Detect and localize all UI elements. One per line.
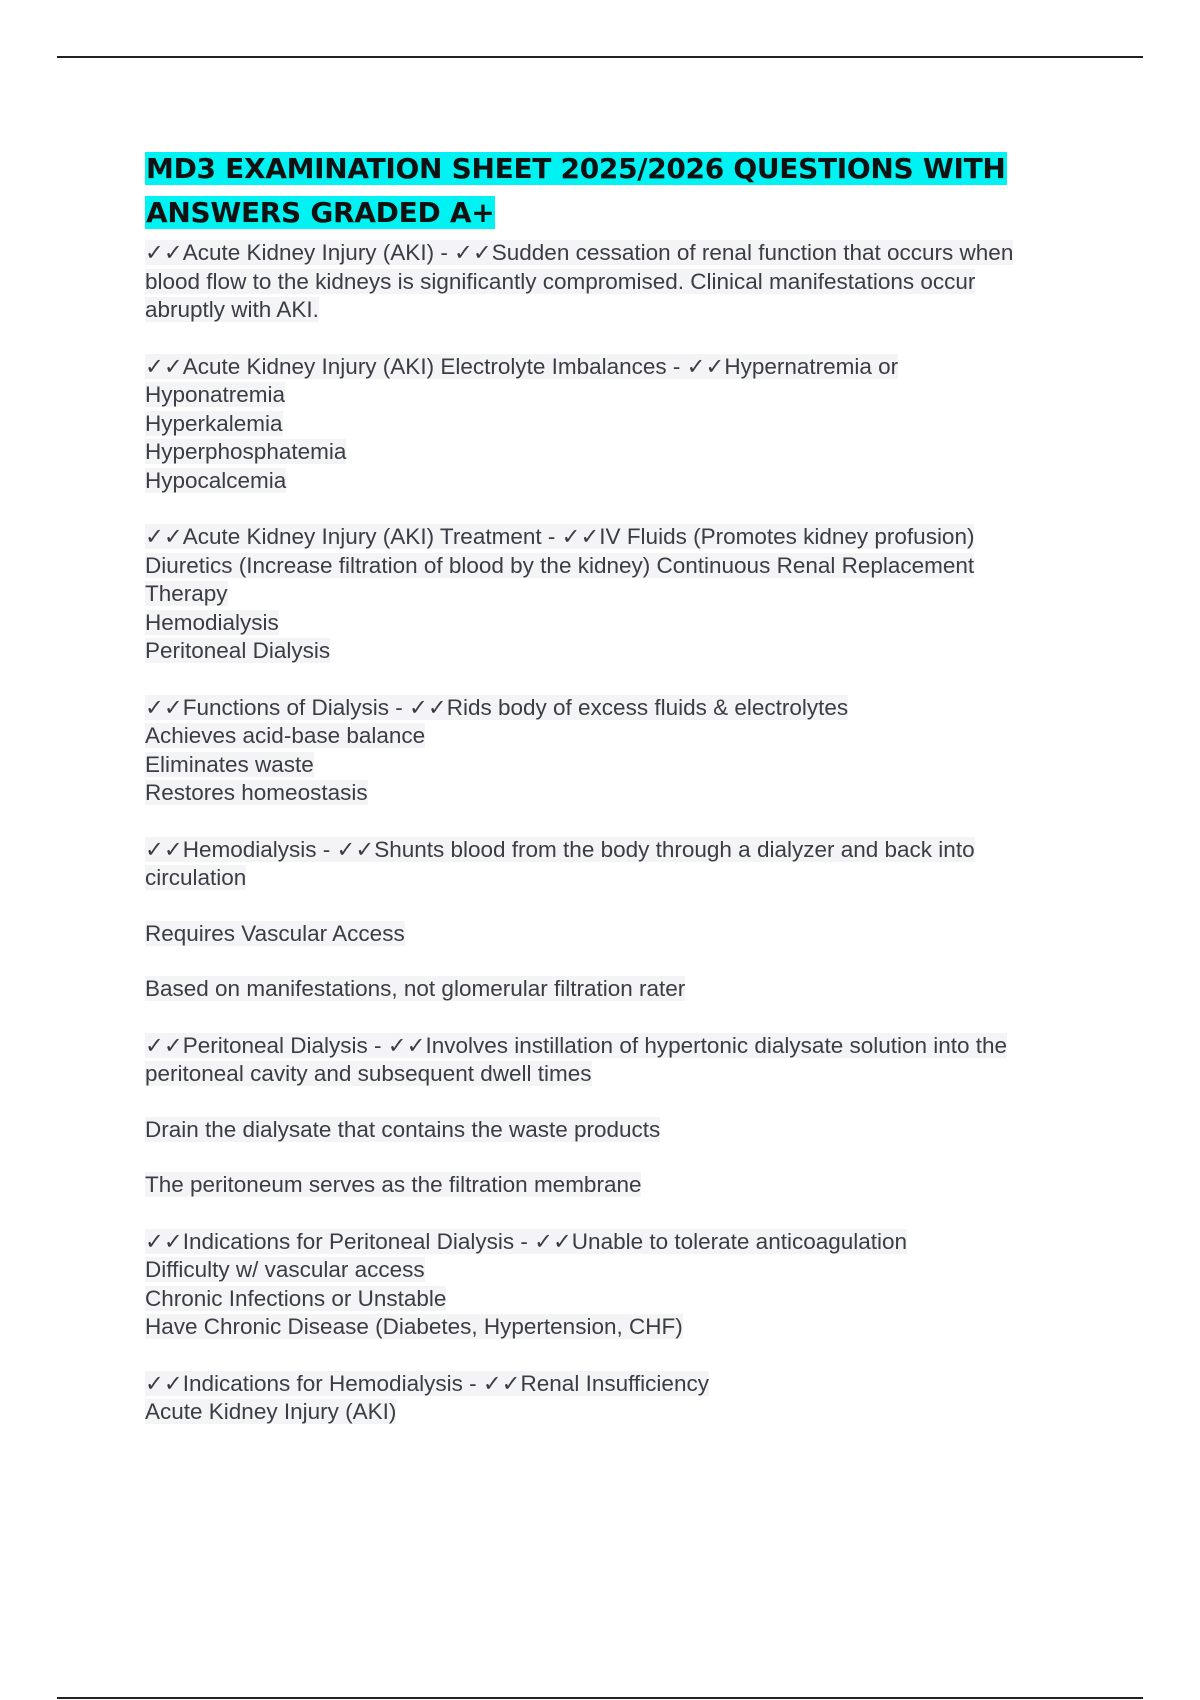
qa-line-text: Requires Vascular Access [145,920,405,946]
paragraph-gap [145,948,1085,975]
qa-line [145,1256,1085,1285]
title-highlight: MD3 EXAMINATION SHEET 2025/2026 QUESTIONS WITH ANSWERS GRADED A+ [146,152,1006,229]
qa-line [145,1171,1085,1200]
qa-line [145,722,1085,751]
qa-line-text: ✓✓Acute Kidney Injury (AKI) - ✓✓Sudden cessation of renal function that occurs when [145,240,1014,265]
qa-line [145,1228,1085,1257]
qa-line [145,467,1085,496]
qa-line-text: ✓✓Acute Kidney Injury (AKI) Treatment - ✓✓IV Fluids (Promotes kidney profusion) [145,524,975,549]
qa-line-text: blood flow to the kidneys is significantly compromised. Clinical manifestations occur [145,268,976,294]
qa-line [145,381,1085,410]
paragraph-gap [145,1144,1085,1171]
qa-line-text: Peritoneal Dialysis [145,638,331,663]
qa-entry [145,353,1085,496]
qa-line-text: ✓✓Acute Kidney Injury (AKI) Electrolyte Imbalances - ✓✓Hypernatremia or [145,353,899,379]
qa-line-text: Drain the dialysate that contains the waste products [145,1116,661,1142]
qa-line [145,1370,1085,1399]
qa-line [145,410,1085,439]
qa-line-text: ✓✓Functions of Dialysis - ✓✓Rids body of excess fluids & electrolytes [145,694,849,720]
document-title [145,147,1085,235]
qa-line-text: Diuretics (Increase filtration of blood by the kidney) Continuous Renal Replacement [145,552,975,578]
paragraph-gap [145,893,1085,920]
qa-entry [145,523,1085,666]
qa-line-text: Restores homeostasis [145,780,368,805]
qa-entry [145,1032,1085,1200]
qa-line-text: circulation [145,865,247,890]
qa-entry [145,694,1085,808]
qa-line [145,637,1085,666]
qa-line [145,1398,1085,1427]
qa-line-text: Have Chronic Disease (Diabetes, Hypertension, CHF) [145,1314,683,1339]
qa-line [145,268,1085,297]
qa-line [145,239,1085,268]
qa-entry [145,1370,1085,1427]
qa-line-text: Hyperkalemia [145,410,283,436]
qa-line-text: Achieves acid-base balance [145,723,426,748]
qa-line [145,694,1085,723]
qa-line [145,1116,1085,1145]
qa-line-text: Hyperphosphatemia [145,439,347,464]
qa-line-text: The peritoneum serves as the filtration membrane [145,1172,642,1197]
qa-line-text: Hemodialysis [145,609,279,635]
qa-line-text: Eliminates waste [145,751,314,777]
top-rule [57,56,1143,58]
qa-line [145,1060,1085,1089]
qa-entry [145,1228,1085,1342]
qa-line-text: ✓✓Peritoneal Dialysis - ✓✓Involves instillation of hypertonic dialysate solution into the [145,1032,1008,1058]
qa-line-text: ✓✓Hemodialysis - ✓✓Shunts blood from the body through a dialyzer and back into [145,836,975,862]
qa-entry [145,239,1085,325]
qa-line [145,609,1085,638]
document-body [145,147,1085,1455]
qa-line-text: abruptly with AKI. [145,297,319,322]
qa-list [145,239,1085,1427]
qa-entry [145,836,1085,1004]
qa-line-text: ✓✓Indications for Hemodialysis - ✓✓Renal Insufficiency [145,1370,709,1396]
qa-line-text: peritoneal cavity and subsequent dwell times [145,1061,592,1086]
qa-line [145,523,1085,552]
qa-line [145,836,1085,865]
qa-line-text: ✓✓Indications for Peritoneal Dialysis - ✓✓Unable to tolerate anticoagulation [145,1228,908,1254]
qa-line [145,552,1085,581]
qa-line [145,438,1085,467]
paragraph-gap [145,1089,1085,1116]
qa-line-text: Chronic Infections or Unstable [145,1285,447,1311]
qa-line [145,864,1085,893]
qa-line [145,975,1085,1004]
qa-line [145,1285,1085,1314]
qa-line [145,751,1085,780]
qa-line-text: Therapy [145,581,228,606]
qa-line [145,296,1085,325]
bottom-rule [57,1697,1143,1699]
qa-line-text: Difficulty w/ vascular access [145,1257,425,1282]
qa-line [145,920,1085,949]
qa-line [145,580,1085,609]
qa-line-text: Hypocalcemia [145,467,287,493]
qa-line [145,1313,1085,1342]
qa-line [145,353,1085,382]
qa-line [145,779,1085,808]
qa-line-text: Based on manifestations, not glomerular filtration rater [145,976,686,1001]
qa-line-text: Hyponatremia [145,382,286,407]
qa-line [145,1032,1085,1061]
qa-line-text: Acute Kidney Injury (AKI) [145,1399,397,1424]
